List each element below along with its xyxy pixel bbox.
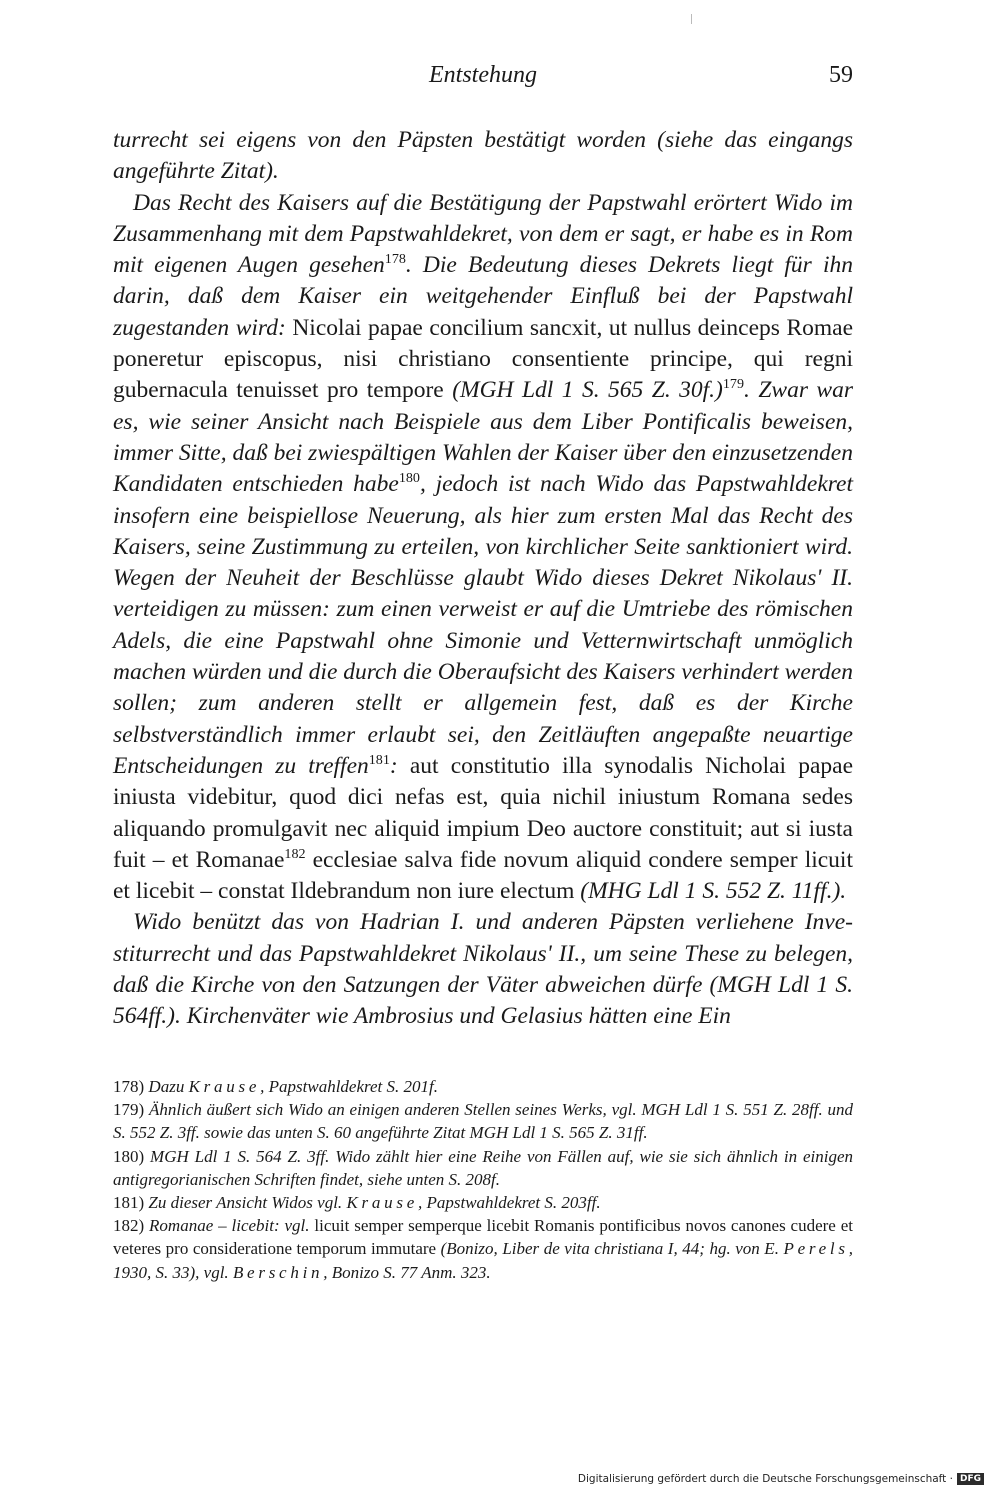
footnote-text: (Bonizo, Liber de vita christiana I, 44; hg. von E.: [440, 1239, 784, 1259]
author-name: Perels: [783, 1239, 849, 1259]
footnote-number: 178): [113, 1077, 145, 1096]
text-run: . Die Bedeutung dieses Dekrets liegt für ihn darin, daß dem Kaiser ein weitgehender Einfluß bei der Papstwahl zugestanden wird:: [113, 252, 853, 341]
footnote-ref-180[interactable]: 180: [398, 470, 420, 487]
author-name: Krause: [188, 1077, 261, 1096]
footnote-text: Dazu: [144, 1077, 189, 1096]
text-run: . Zwar war es, wie seiner Ansicht nach Beispiele aus dem Liber Pontificalis beweisen, immer Sitte, daß bei zwiespältigen Wahlen der Kaiser über den einzusetzenden Kandidaten entschieden habe: [113, 377, 853, 498]
footnote-text: , Papstwahldekret S. 201f.: [260, 1077, 438, 1096]
footnotes: [113, 1075, 853, 1284]
running-header: [113, 62, 853, 96]
footnote-number: 180): [113, 1146, 145, 1166]
digitization-credit: [578, 1473, 984, 1485]
footnote-179: [113, 1098, 853, 1144]
author-name: Krause: [346, 1193, 418, 1213]
latin-quote: Nicolai papae concilium sancxit, ut nullus deinceps Romae poneretur episcopus, nisi christiano consentiente principe, qui regni gubernacula tenuisset pro tempore: [113, 314, 854, 404]
text-run: Das Recht des Kaisers auf die Bestätigung der Papstwahl erörtert Wido im Zusammenhang mit dem Papstwahldekret, von dem er sagt, er habe es in Rom mit eigenen Augen gesehen: [113, 189, 853, 279]
credit-text: Digitalisierung gefördert durch die Deutsche Forschungsgemeinschaft ·: [577, 1473, 953, 1485]
footnote-text: , Bonizo S. 77 Anm. 323.: [323, 1262, 491, 1282]
footnote-number: 179): [113, 1100, 145, 1120]
footnote-text: Romanae – licebit: vgl.: [144, 1216, 310, 1236]
footnote-182: [113, 1214, 853, 1284]
footnote-ref-179[interactable]: 179: [722, 376, 745, 393]
paragraph-1: turrecht sei eigens von den Päpsten bestätigt worden (siehe das eingangs angeführte Zitat).: [113, 127, 853, 185]
footnote-ref-178[interactable]: 178: [384, 251, 406, 268]
page-number: 59: [829, 62, 853, 88]
latin-quote: licuit semper semperque licebit Romanis pontificibus novos canones cudere et veteres pro consideratione temporum immutare: [113, 1216, 853, 1259]
footnote-178: [113, 1075, 853, 1098]
footnote-180: [113, 1145, 853, 1191]
footnote-text: MGH Ldl 1 S. 564 Z. 3ff. Wido zählt hier eine Reihe von Fällen auf, wie sie sich ähnlich in einigen antigregorianischen Schriften findet, siehe unten S. 208f.: [113, 1146, 853, 1189]
citation: (MGH Ldl 1 S. 565 Z. 30f.): [452, 377, 723, 404]
latin-quote: aut constitutio illa synodalis Nicholai papae iniusta videbitur, quod dici nefas est, quia nichil iniustum Romana sedes aliquando promulgavit nec aliquid impium Deo auctore constituit; aut si iusta fuit – et Romanae: [113, 752, 853, 873]
main-text: [113, 125, 853, 1033]
latin-quote: ecclesiae salva fide novum aliquid condere semper licuit et licebit – constat Ildebrandum non iure electum: [113, 846, 853, 905]
footnote-ref-182[interactable]: 182: [284, 845, 306, 862]
footnote-text: Ähnlich äußert sich Wido an einigen anderen Stellen seines Werks, vgl. MGH Ldl 1 S. 551 Z. 28ff. und S. 552 Z. 3ff. sowie das unten S. 60 angeführte Zitat MGH Ldl 1 S. 565 Z. 31ff.: [113, 1100, 853, 1143]
dfg-logo: DFG: [957, 1473, 984, 1485]
scan-mark: [691, 14, 692, 24]
footnote-ref-181[interactable]: 181: [368, 751, 390, 768]
text-run: , jedoch ist nach Wido das Papstwahldekret insofern eine beispiellose Neuerung, als hier zum ersten Mal das Recht des Kaisers, seine Zustimmung zu erteilen, von kirchlicher Seite sanktioniert wird. Wegen der Neuheit der Beschlüsse glaubt Wido dieses Dekret Nikolaus' II. verteidigen zu müssen: zum einen verweist er auf die Umtriebe des römischen Adels, die eine Papstwahl ohne Simonie und Vetternwirtschaft unmöglich machen würden und die durch die Oberaufsicht des Kaisers verhindert werden sollen; zum anderen stellt er allgemein fest, daß es der Kirche selbstverständlich immer erlaubt sei, den Zeitläuften angepaßte neuartige Entscheidungen zu treffen: [113, 471, 853, 779]
footnote-number: 182): [113, 1216, 145, 1236]
footnote-181: [113, 1191, 853, 1214]
running-title: Entstehung: [429, 62, 537, 88]
citation: (MHG Ldl 1 S. 552 Z. 11ff.).: [580, 878, 847, 905]
text-run: :: [389, 752, 398, 779]
paragraph-3: Wido benützt das von Hadrian I. und anderen Päpsten verliehene Investiturrecht und das Papstwahldekret Nikolaus' II., um seine These zu belegen, daß die Kirche von den Satzungen der Väter abweichen dürfe (MGH Ldl 1 S. 564ff.). Kirchenväter wie Ambrosius und Gelasius hätten eine Ein: [113, 909, 853, 1030]
author-name: Berschin: [232, 1262, 324, 1282]
page: [113, 62, 853, 1033]
footnote-text: , 1930, S. 33), vgl.: [113, 1239, 853, 1282]
footnote-text: , Papstwahldekret S. 203ff.: [418, 1193, 601, 1213]
footnote-number: 181): [113, 1193, 145, 1213]
footnote-text: Zu dieser Ansicht Widos vgl.: [144, 1193, 347, 1213]
paragraph-2: [113, 188, 853, 908]
